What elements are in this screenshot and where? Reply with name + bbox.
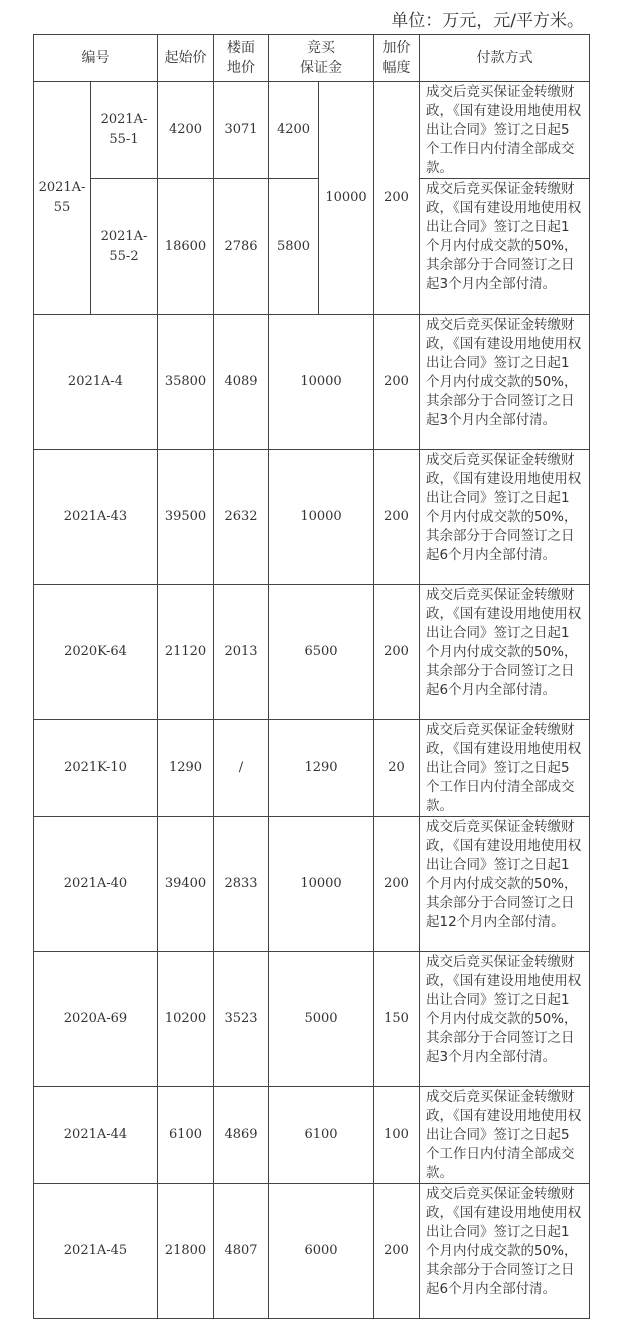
increment: 200 — [374, 315, 420, 450]
payment-terms: 成交后竞买保证金转缴财政，《国有建设用地使用权出让合同》签订之日起1个月内付成交款的50%，其余部分于合同签订之日起3个月内全部付清。 — [420, 179, 590, 315]
table-row — [34, 817, 590, 952]
code: 2021A-40 — [34, 817, 158, 952]
increment: 150 — [374, 952, 420, 1087]
group-increment: 200 — [374, 82, 420, 315]
floor-price: 3071 — [214, 82, 269, 179]
code: 2020A-69 — [34, 952, 158, 1087]
start-price: 10200 — [158, 952, 214, 1087]
deposit: 1290 — [269, 720, 374, 817]
header-floor-price: 楼面 地价 — [214, 35, 269, 82]
floor-price: 4869 — [214, 1087, 269, 1184]
deposit: 10000 — [269, 817, 374, 952]
unit-note: 单位：万元，元/平方米。 — [391, 11, 584, 31]
payment-terms: 成交后竞买保证金转缴财政，《国有建设用地使用权出让合同》签订之日起1个月内付成交款的50%，其余部分于合同签订之日起3个月内全部付清。 — [420, 315, 590, 450]
code: 2020K-64 — [34, 585, 158, 720]
deposit: 10000 — [269, 450, 374, 585]
increment: 200 — [374, 817, 420, 952]
deposit: 5000 — [269, 952, 374, 1087]
header-code: 编号 — [34, 35, 158, 82]
land-auction-table — [33, 34, 590, 1319]
floor-price: 4089 — [214, 315, 269, 450]
deposit: 6100 — [269, 1087, 374, 1184]
payment-terms: 成交后竞买保证金转缴财政，《国有建设用地使用权出让合同》签订之日起1个月内付成交款的50%，其余部分于合同签订之日起6个月内全部付清。 — [420, 450, 590, 585]
floor-price: / — [214, 720, 269, 817]
header-deposit: 竞买 保证金 — [269, 35, 374, 82]
increment: 200 — [374, 1184, 420, 1319]
table-row — [34, 179, 590, 315]
sub-deposit: 4200 — [269, 82, 319, 179]
payment-terms: 成交后竞买保证金转缴财政，《国有建设用地使用权出让合同》签订之日起1个月内付成交款的50%，其余部分于合同签订之日起12个月内全部付清。 — [420, 817, 590, 952]
floor-price: 2013 — [214, 585, 269, 720]
table-row — [34, 82, 590, 179]
sub-code: 2021A- 55-1 — [91, 82, 158, 179]
payment-terms: 成交后竞买保证金转缴财政，《国有建设用地使用权出让合同》签订之日起1个月内付成交款的50%，其余部分于合同签订之日起3个月内全部付清。 — [420, 952, 590, 1087]
start-price: 35800 — [158, 315, 214, 450]
table-row — [34, 1184, 590, 1319]
start-price: 21120 — [158, 585, 214, 720]
start-price: 6100 — [158, 1087, 214, 1184]
code: 2021A-45 — [34, 1184, 158, 1319]
group-code: 2021A- 55 — [34, 82, 91, 315]
table-row — [34, 952, 590, 1087]
sub-deposit: 5800 — [269, 179, 319, 315]
table-row — [34, 450, 590, 585]
floor-price: 4807 — [214, 1184, 269, 1319]
code: 2021A-4 — [34, 315, 158, 450]
code: 2021A-43 — [34, 450, 158, 585]
payment-terms: 成交后竞买保证金转缴财政，《国有建设用地使用权出让合同》签订之日起5个工作日内付清全部成交款。 — [420, 82, 590, 179]
floor-price: 3523 — [214, 952, 269, 1087]
payment-terms: 成交后竞买保证金转缴财政，《国有建设用地使用权出让合同》签订之日起5个工作日内付清全部成交款。 — [420, 1087, 590, 1184]
code: 2021K-10 — [34, 720, 158, 817]
start-price: 39400 — [158, 817, 214, 952]
start-price: 4200 — [158, 82, 214, 179]
floor-price: 2632 — [214, 450, 269, 585]
start-price: 21800 — [158, 1184, 214, 1319]
floor-price: 2833 — [214, 817, 269, 952]
start-price: 1290 — [158, 720, 214, 817]
header-row — [34, 35, 590, 82]
table-row — [34, 585, 590, 720]
start-price: 39500 — [158, 450, 214, 585]
code: 2021A-44 — [34, 1087, 158, 1184]
table-row — [34, 720, 590, 817]
group-deposit: 10000 — [319, 82, 374, 315]
payment-terms: 成交后竞买保证金转缴财政，《国有建设用地使用权出让合同》签订之日起1个月内付成交款的50%，其余部分于合同签订之日起6个月内全部付清。 — [420, 585, 590, 720]
deposit: 6000 — [269, 1184, 374, 1319]
increment: 200 — [374, 450, 420, 585]
payment-terms: 成交后竞买保证金转缴财政，《国有建设用地使用权出让合同》签订之日起5个工作日内付清全部成交款。 — [420, 720, 590, 817]
floor-price: 2786 — [214, 179, 269, 315]
deposit: 10000 — [269, 315, 374, 450]
sub-code: 2021A- 55-2 — [91, 179, 158, 315]
header-increment: 加价 幅度 — [374, 35, 420, 82]
table-row — [34, 1087, 590, 1184]
table-row — [34, 315, 590, 450]
increment: 100 — [374, 1087, 420, 1184]
start-price: 18600 — [158, 179, 214, 315]
header-payment: 付款方式 — [420, 35, 590, 82]
increment: 20 — [374, 720, 420, 817]
increment: 200 — [374, 585, 420, 720]
deposit: 6500 — [269, 585, 374, 720]
payment-terms: 成交后竞买保证金转缴财政，《国有建设用地使用权出让合同》签订之日起1个月内付成交款的50%，其余部分于合同签订之日起6个月内全部付清。 — [420, 1184, 590, 1319]
header-start-price: 起始价 — [158, 35, 214, 82]
